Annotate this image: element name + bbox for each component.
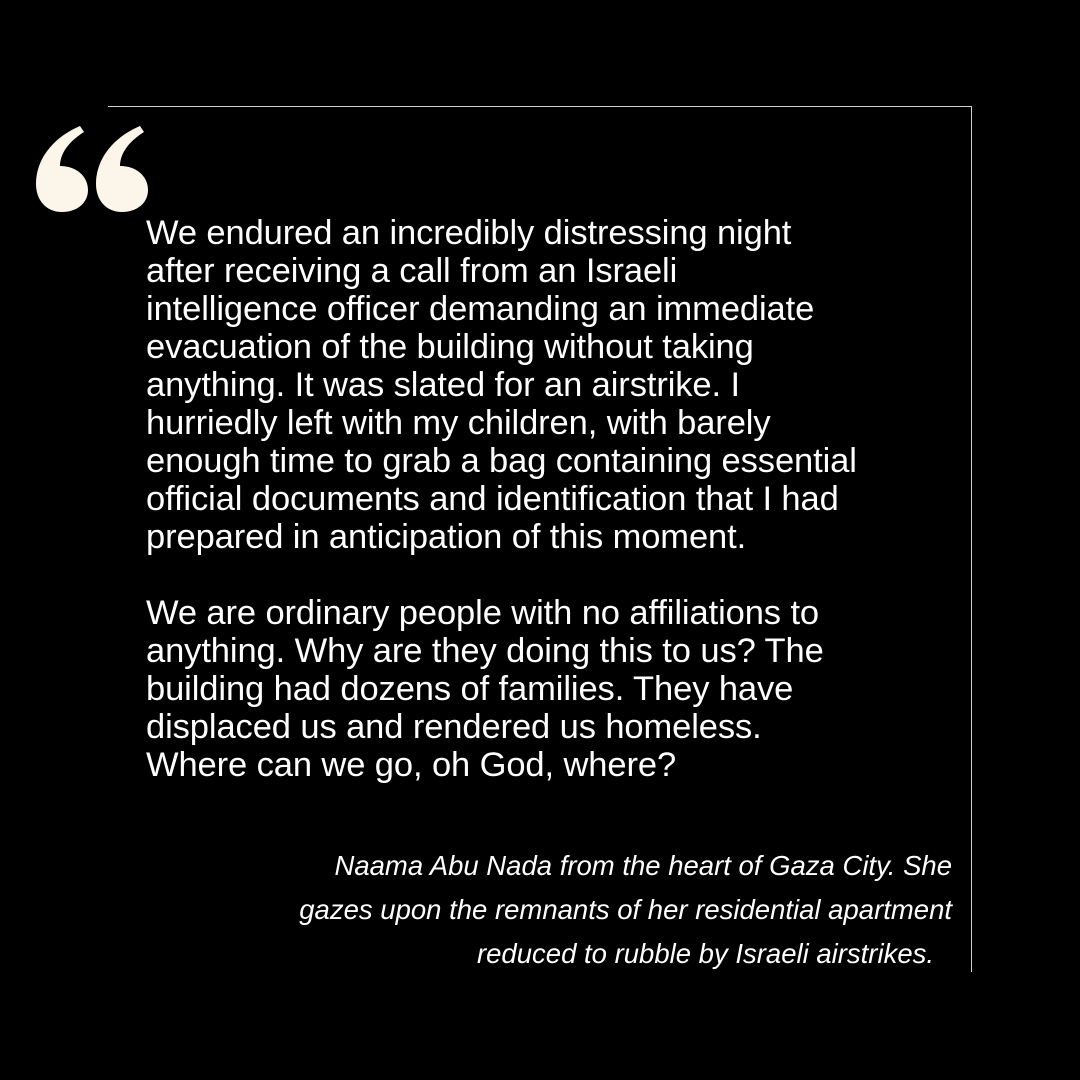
frame-right-border [971,106,972,972]
quote-line: anything. It was slated for an airstrike. I [146,366,740,404]
attribution-line: gazes upon the remnants of her residential apartment [299,894,952,925]
attribution-line: reduced to rubble by Israeli airstrikes. [476,938,934,969]
attribution-caption [152,844,952,976]
frame-top-border [108,106,972,107]
quote-line: We are ordinary people with no affiliations to [146,594,820,632]
quote-line: evacuation of the building without taking [146,328,754,366]
quote-line: hurriedly left with my children, with barely [146,404,771,442]
quote-line: intelligence officer demanding an immediate [146,290,815,328]
quote-line: prepared in anticipation of this moment. [146,518,747,556]
quote-line: displaced us and rendered us homeless. [146,708,762,746]
quote-paragraph-2 [146,594,966,784]
quote-paragraph-1 [146,214,966,556]
quote-line: official documents and identification that I had [146,480,839,518]
quote-line: building had dozens of families. They have [146,670,794,708]
quote-body [146,214,966,784]
attribution-line: Naama Abu Nada from the heart of Gaza City. She [334,850,952,881]
quote-line: enough time to grab a bag containing essential [146,442,857,480]
quote-line: Where can we go, oh God, where? [146,746,677,784]
open-quote-icon [28,92,158,242]
quote-line: anything. Why are they doing this to us? The [146,632,824,670]
quote-line: after receiving a call from an Israeli [146,252,678,290]
quote-line: We endured an incredibly distressing night [146,214,792,252]
